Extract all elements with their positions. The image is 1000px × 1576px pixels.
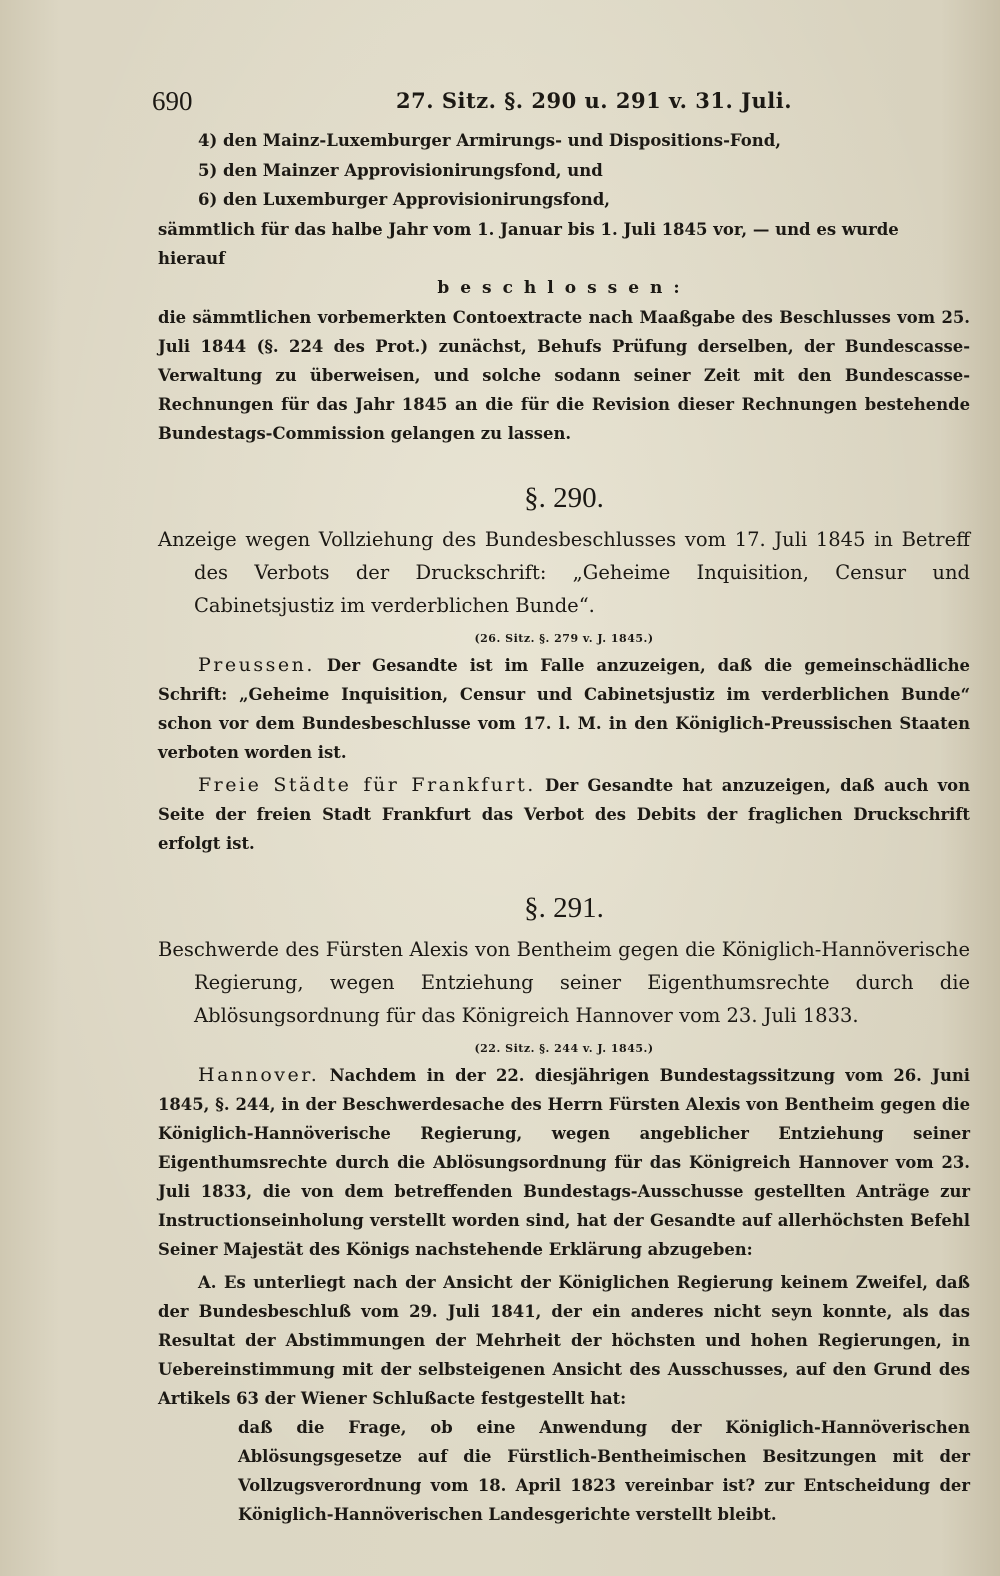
statement-preussen-text: Der Gesandte ist im Falle anzuzeigen, daß die gemeinschädliche Schrift: „Geheime Inquisition, Censur und Cabinetsjustiz im verderblichen Bunde“ schon vor dem Bundesbeschlusse vom 17. l. M. in den Königlich-Preussischen Staaten verboten worden ist. [158, 655, 970, 762]
point-a-quotation: daß die Frage, ob eine Anwendung der Königlich-Hannöverischen Ablösungsgesetze auf die Fürstlich-Bentheimischen Besitzungen mit der Vollzugsverordnung vom 18. April 1823 vereinbar ist? zur Entscheidung der Königlich-Hannöverischen Landesgerichte verstellt bleibt. [238, 1417, 970, 1524]
page-content [152, 82, 971, 1529]
section-291-number: §. 291. [524, 891, 604, 924]
section-290-reference: (26. Sitz. §. 279 v. J. 1845.) [474, 631, 654, 645]
section-290-heading: Anzeige wegen Vollziehung des Bundesbeschlusses vom 17. Juli 1845 in Betreff des Verbots der Druckschrift: „Geheime Inquisition, Censur und Cabinetsjustiz im verderblichen Bunde“. [158, 527, 970, 617]
intro-item-4: 4) den Mainz-Luxemburger Armirungs- und Dispositions-Fond, [198, 131, 782, 150]
point-a: A. Es unterliegt nach der Ansicht der Königlichen Regierung keinem Zweifel, daß der Bundesbeschluß vom 29. Juli 1841, der ein anderes nicht seyn konnte, als das Resultat der Abstimmungen der Mehrheit der höchsten und hohen Regierungen, in Uebereinstimmung mit der selbsteigenen Ansicht des Ausschusses, auf den Grund des Artikels 63 der Wiener Schlußacte festgestellt hat: [158, 1272, 970, 1408]
section-291-heading: Beschwerde des Fürsten Alexis von Bentheim gegen die Königlich-Hannöverische Regierung, wegen Entziehung seiner Eigenthumsrechte durch die Ablösungsordnung für das Königreich Hannover vom 23. Juli 1833. [158, 937, 970, 1027]
resolution-keyword: beschlossen: [437, 277, 691, 298]
statement-hannover-text: Nachdem in der 22. diesjährigen Bundestagssitzung vom 26. Juni 1845, §. 244, in der Beschwerdesache des Herrn Fürsten Alexis von Bentheim gegen die Königlich-Hannöverische Regierung, wegen angeblicher Entziehung seiner Eigenthumsrechte durch die Ablösungsordnung für das Königreich Hannover vom 23. Juli 1833, die von dem betreffenden Bundestags-Ausschusse gestellten Anträge zur Instructionseinholung verstellt worden sind, hat der Gesandte auf allerhöchsten Befehl Seiner Majestät des Königs nachstehende Erklärung abzugeben: [158, 1065, 971, 1259]
statement-frankfurt-text: Der Gesandte hat anzuzeigen, daß auch von Seite der freien Stadt Frankfurt das Verbot des Debits der fraglichen Druckschrift erfolgt ist. [158, 775, 970, 853]
running-head [152, 82, 970, 126]
section-290-number: §. 290. [524, 481, 604, 514]
statement-preussen [158, 651, 970, 767]
state-name-hannover: Hannover. [198, 1063, 320, 1086]
statement-frankfurt [158, 771, 970, 858]
resolution-text: die sämmtlichen vorbemerkten Contoextracte nach Maaßgabe des Beschlusses vom 25. Juli 1844 (§. 224 des Prot.) zunächst, Behufs Prüfung derselben, der Bundescasse-Verwaltung zu überweisen, und solche sodann seiner Zeit mit den Bundescasse-Rechnungen für das Jahr 1845 an die für die Revision dieser Rechnungen bestehende Bundestags-Commission gelangen zu lassen. [158, 307, 970, 443]
state-name-frankfurt: Freie Städte für Frankfurt. [198, 773, 536, 796]
intro-item-6: 6) den Luxemburger Approvisionirungsfond, [198, 190, 611, 209]
page-number: 690 [152, 86, 193, 116]
state-name-preussen: Preussen. [198, 653, 315, 676]
running-title: 27. Sitz. §. 290 u. 291 v. 31. Juli. [396, 88, 793, 113]
section-291-reference: (22. Sitz. §. 244 v. J. 1845.) [474, 1041, 654, 1055]
intro-item-5: 5) den Mainzer Approvisionirungsfond, und [198, 160, 603, 180]
intro-continuation: sämmtlich für das halbe Jahr vom 1. Januar bis 1. Juli 1845 vor, — und es wurde hierauf [158, 219, 899, 268]
statement-hannover [158, 1061, 970, 1264]
